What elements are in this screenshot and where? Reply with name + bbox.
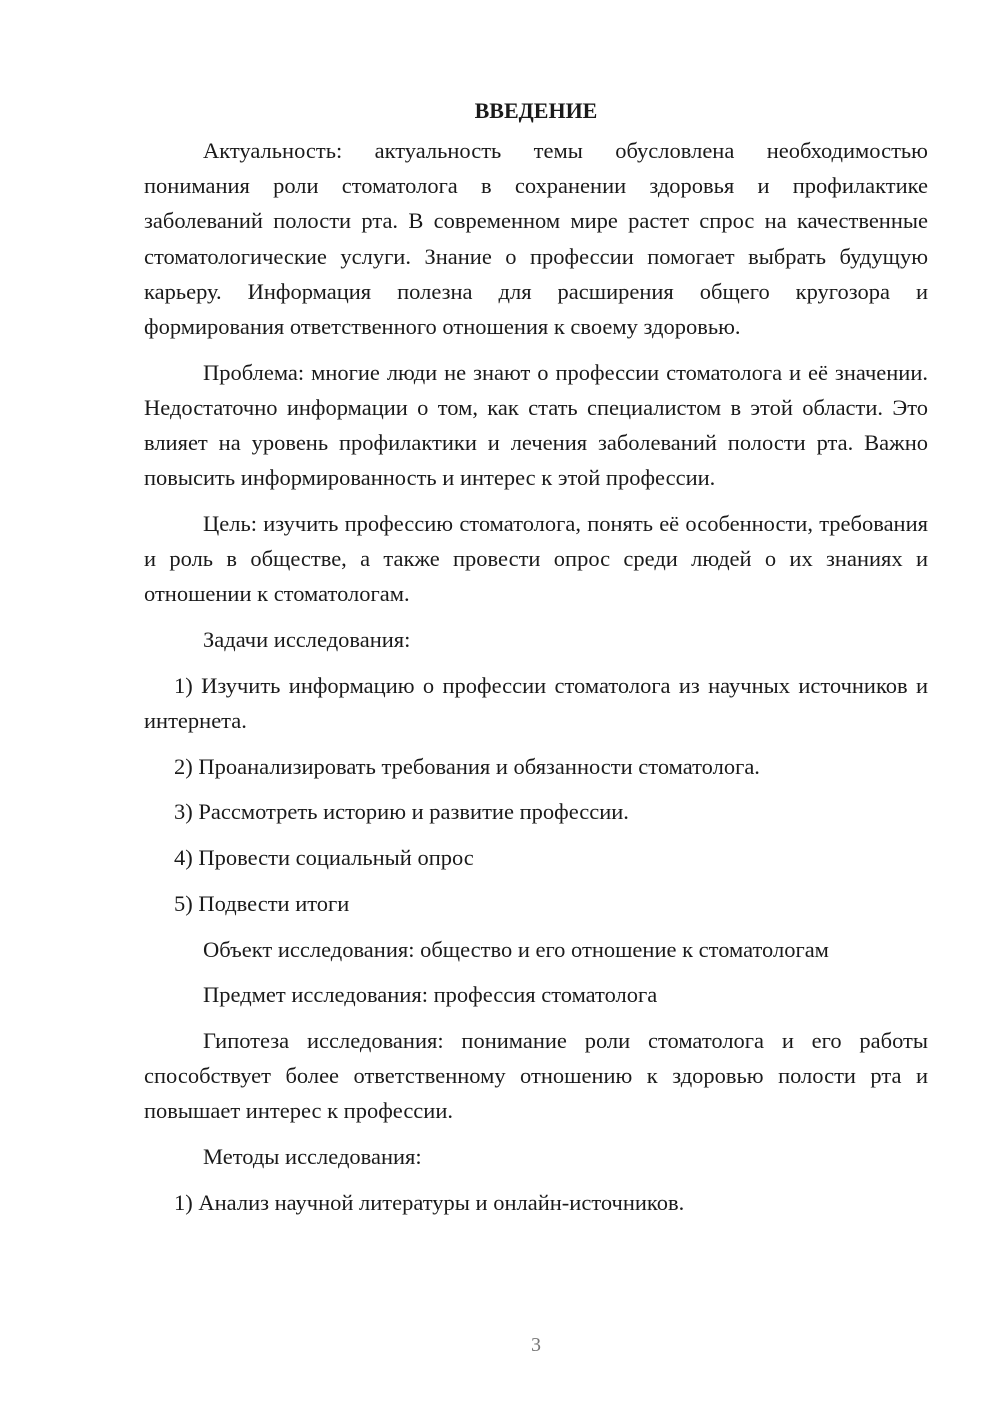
section-title: ВВЕДЕНИЕ [474, 98, 598, 123]
task-item-2: 2) Проанализировать требования и обязанности стоматолога. [174, 753, 760, 779]
research-subject: Предмет исследования: профессия стоматолога [203, 982, 658, 1008]
task-item-3: 3) Рассмотреть историю и развитие профессии. [174, 799, 629, 825]
problem-paragraph: Проблема: многие люди не знают о профессии стоматолога и её значении. Недостаточно информации о том, как стать специалистом в этой области. Это влияет на уровень профилактики и лечения заболеваний полости рта. Важно повысить информированность и интерес к этой профессии. [144, 359, 928, 491]
methods-heading: Методы исследования: [203, 1144, 422, 1170]
page-content [144, 94, 928, 1220]
goal-paragraph: Цель: изучить профессию стоматолога, понять её особенности, требования и роль в обществе, а также провести опрос среди людей о их знаниях и отношении к стоматологам. [144, 511, 928, 607]
research-object: Объект исследования: общество и его отношение к стоматологам [203, 936, 829, 962]
task-item-1: 1) Изучить информацию о профессии стоматолога из научных источников и интернета. [144, 672, 928, 734]
page-number: 3 [531, 1334, 541, 1356]
relevance-paragraph: Актуальность: актуальность темы обусловлена необходимостью понимания роли стоматолога в сохранении здоровья и профилактике заболеваний полости рта. В современном мире растет спрос на качественные стоматологические услуги. Знание о профессии помогает выбрать будущую карьеру. Информация полезна для расширения общего кругозора и формирования ответственного отношения к своему здоровью. [144, 138, 928, 340]
research-hypothesis: Гипотеза исследования: понимание роли стоматолога и его работы способствует более ответственному отношению к здоровью полости рта и повышает интерес к профессии. [144, 1027, 928, 1124]
method-item-1: 1) Анализ научной литературы и онлайн-источников. [174, 1189, 685, 1215]
task-item-5: 5) Подвести итоги [174, 890, 350, 916]
task-item-4: 4) Провести социальный опрос [174, 845, 474, 871]
tasks-heading: Задачи исследования: [203, 627, 411, 653]
